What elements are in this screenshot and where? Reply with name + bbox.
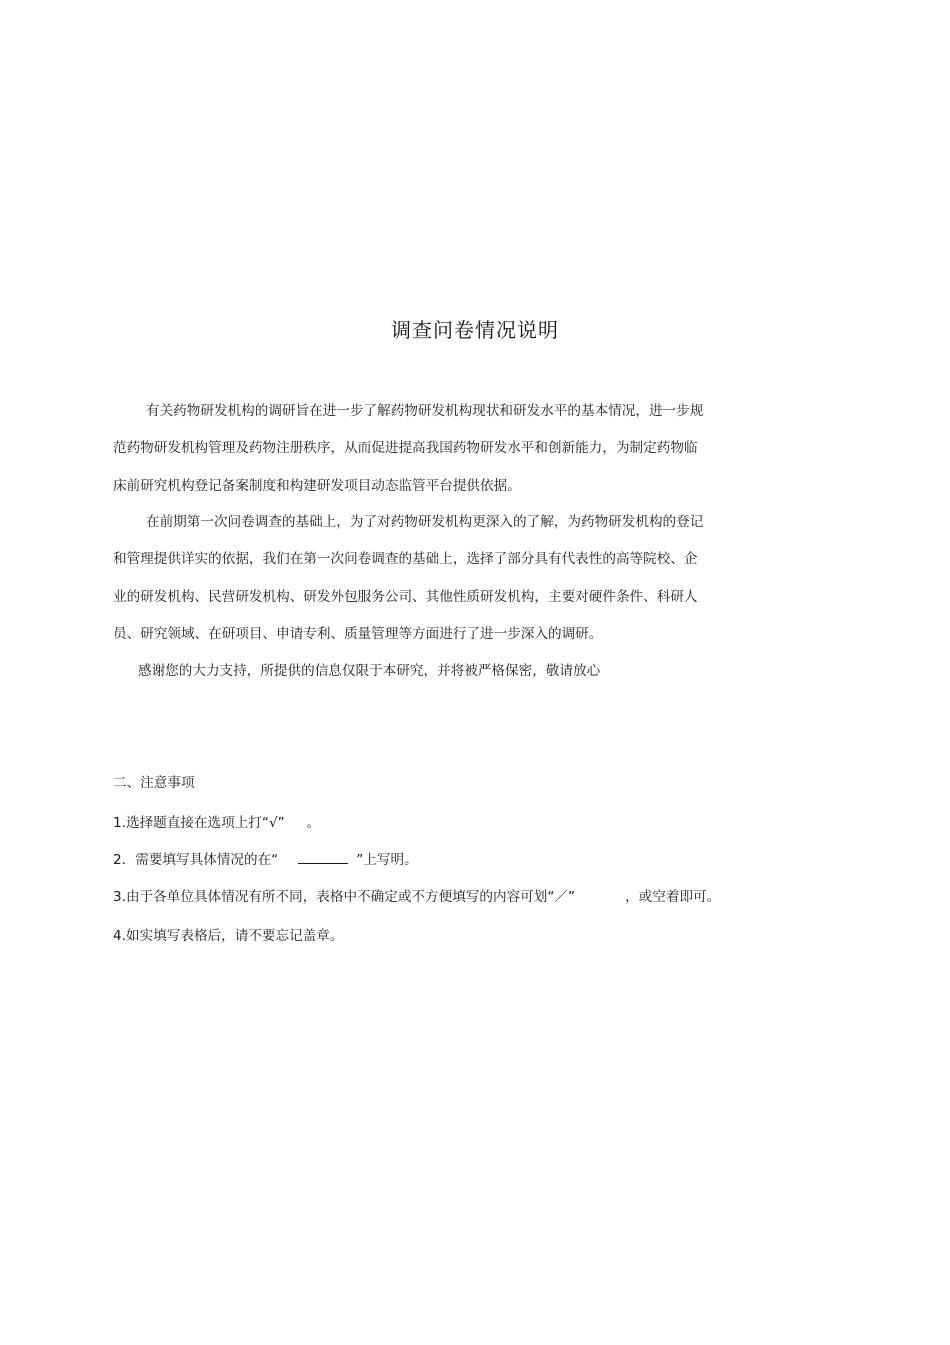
document-title: 调查问卷情况说明 [391,318,559,342]
note-item-1 [113,813,320,833]
note-item-1-text: 1.选择题直接在选项上打“√” [113,815,285,831]
paragraph2-line4: 员、研究领域、在研项目、申请专利、质量管理等方面进行了进一步深入的调研。 [113,626,603,642]
paragraph1-line2: 范药物研发机构管理及药物注册秩序，从而促进提高我国药物研发水平和创新能力，为制定药物临 [113,440,698,456]
notes-heading: 二、注意事项 [113,775,195,791]
fill-blank-underline [298,851,348,864]
paragraph2-line1: 在前期第一次问卷调查的基础上，为了对药物研发机构更深入的了解，为药物研发机构的登记 [146,514,704,530]
paragraph1-line1: 有关药物研发机构的调研旨在进一步了解药物研发机构现状和研发水平的基本情况，进一步规 [146,403,704,419]
paragraph2-line3: 业的研发机构、民营研发机构、研发外包服务公司、其他性质研发机构，主要对硬件条件、科研人 [113,589,698,605]
note-item-2 [113,850,418,870]
note-item-4: 4.如实填写表格后，请不要忘记盖章。 [113,928,344,944]
note-item-2-end: ”上写明。 [356,852,418,868]
paragraph2-line2: 和管理提供详实的依据，我们在第一次问卷调查的基础上，选择了部分具有代表性的高等院校、企 [113,551,698,567]
paragraph3: 感谢您的大力支持，所提供的信息仅限于本研究，并将被严格保密，敬请放心 [138,663,601,679]
note-item-3 [113,887,720,907]
note-item-1-end: 。 [306,815,321,831]
paragraph1-line3: 床前研究机构登记备案制度和构建研发项目动态监管平台提供依据。 [113,478,521,494]
note-item-3-start: 3.由于各单位具体情况有所不同，表格中不确定或不方便填写的内容可划“／” [113,889,576,905]
note-item-3-end: ，或空着即可。 [625,889,721,905]
note-item-2-start: 2．需要填写具体情况的在“ [113,852,279,868]
